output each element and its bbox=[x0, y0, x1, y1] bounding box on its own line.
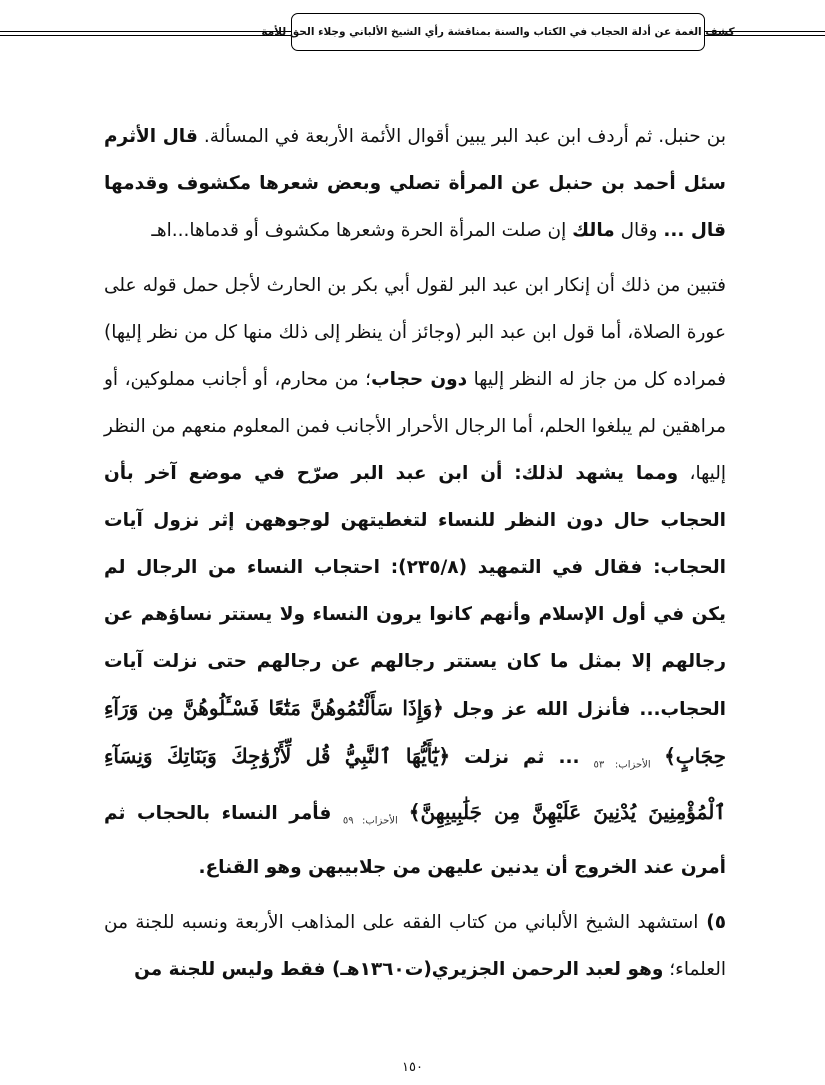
p3-text-a: استشهد الشيخ الألباني من كتاب الفقه على المذاهب الأربعة ونسبه للجنة من العلماء؛ bbox=[104, 912, 726, 981]
paragraph-2 bbox=[104, 262, 726, 891]
p1-name-malik: مالك bbox=[572, 220, 615, 241]
page-number: ١٥٠ bbox=[402, 1060, 423, 1075]
p2-evidence: ومما يشهد لذلك: أن ابن عبد البر صرّح في موضع آخر بأن الحجاب حال دون النظر للنساء لتغطيتهن لوجوههن إثر نزول آيات الحجاب: فقال في التمهيد (٢٣٥/٨): bbox=[104, 463, 726, 578]
header-rule-left bbox=[0, 31, 291, 32]
p2-then-revealed: ... ثم نزلت bbox=[450, 747, 594, 768]
verse-ref-53: الأحزاب: ٥٣ bbox=[593, 759, 651, 771]
p1-text-c: إن صلت المرأة الحرة وشعرها مكشوف أو قدماها...اهـ bbox=[151, 220, 573, 241]
p2-without-hijab: دون حجاب bbox=[371, 369, 468, 390]
p1-text-a: بن حنبل. ثم أردف ابن عبد البر يبين أقوال الأئمة الأربعة في المسألة. bbox=[197, 126, 726, 147]
verse-ref-59: الأحزاب: ٥٩ bbox=[342, 815, 398, 827]
running-header-title: كشف الغمة عن أدلة الحجاب في الكتاب والسنة بمناقشة رأي الشيخ الألباني وجلاء الحق للأمة bbox=[261, 26, 735, 38]
paragraph-3 bbox=[104, 899, 726, 993]
p1-quote: قال الأثرم سئل أحمد بن حنبل عن المرأة تصلي وبعض شعرها مكشوف وقدمها قال ... bbox=[104, 126, 726, 241]
p2-tamhid-quote: احتجاب النساء من الرجال لم يكن في أول الإسلام وأنهم كانوا يرون النساء ولا يستتر نساؤهم عن رجالهم إلا بمثل ما كان يستتر رجالهم عن رجالهم حتى نزلت آيات الحجاب... فأنزل الله عز وجل bbox=[104, 557, 726, 720]
verse-ahzab-53: ﴿وَإِذَا سَأَلْتُمُوهُنَّ مَتَٰعًا فَسْـَٔلُوهُنَّ مِن وَرَآءِ حِجَابٍ﴾ bbox=[104, 696, 726, 768]
p2-text-b: ؛ من محارم، أو أجانب مملوكين، أو مراهقين لم يبلغوا الحلم، أما الرجال الأحرار الأجانب فمن المعلوم منعهم من النظر إليها، bbox=[104, 369, 727, 484]
p2-conclusion: فأمر النساء بالحجاب ثم أمرن عند الخروج أن يدنين عليهن من جلابيبهن وهو القناع. bbox=[104, 802, 726, 879]
header-rule-left-lower bbox=[0, 35, 291, 36]
verse-ahzab-59: ﴿يَٰٓأَيُّهَا ٱلنَّبِيُّ قُل لِّأَزْوَٰجِكَ وَبَنَاتِكَ وَنِسَآءِ ٱلْمُؤْمِنِينَ يُدْنِينَ عَلَيْهِنَّ مِن جَلَٰبِيبِهِنَّ﴾ bbox=[104, 744, 727, 824]
page-body bbox=[104, 113, 726, 993]
running-header bbox=[261, 13, 735, 51]
paragraph-1 bbox=[104, 113, 726, 254]
p3-item-number: ٥) bbox=[698, 912, 726, 934]
p3-text-b: وهو لعبد الرحمن الجزيري(ت١٣٦٠هـ) فقط وليس للجنة من bbox=[134, 959, 664, 981]
p2-text-a: فتبين من ذلك أن إنكار ابن عبد البر لقول أبي بكر بن الحارث لأجل حمل قوله على عورة الصلاة، أما قول ابن عبد البر (وجائز أن ينظر إلى ذلك منها كل من نظر إليها) فمراده كل من جاز له النظر إليها bbox=[104, 275, 726, 390]
p1-text-b: وقال bbox=[614, 220, 664, 241]
